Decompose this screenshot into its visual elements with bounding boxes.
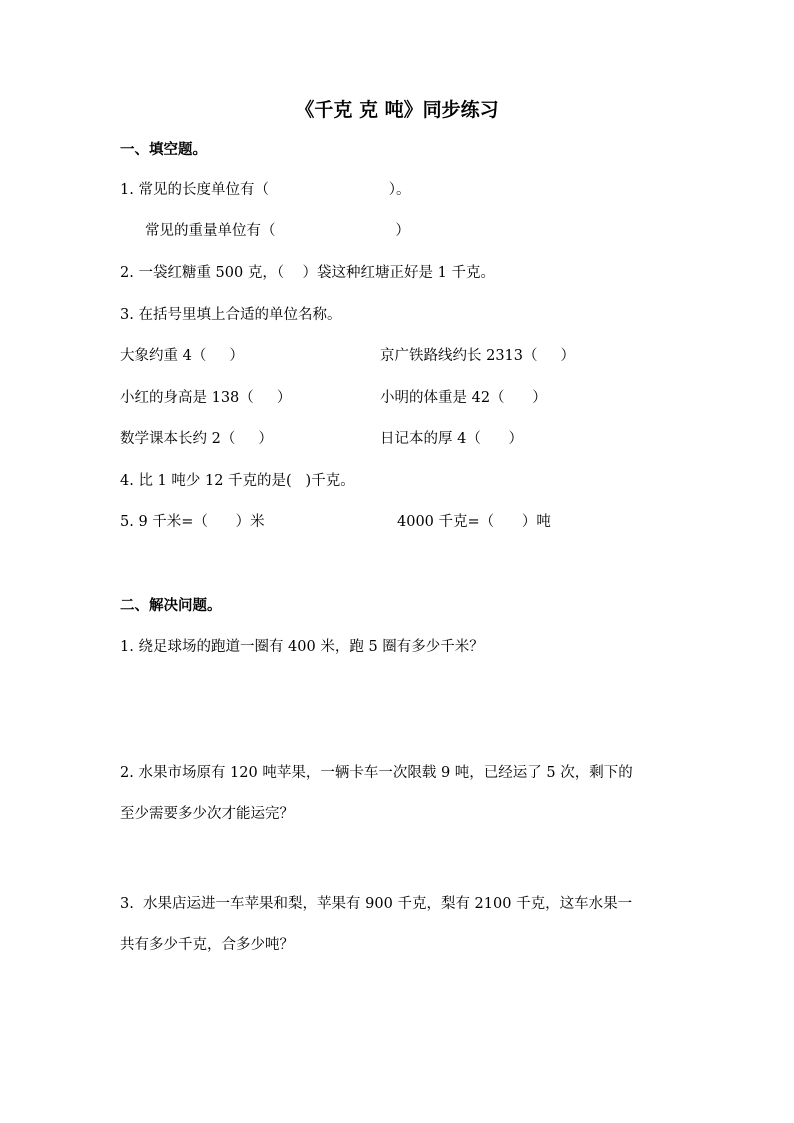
q3-row-1-right: 京广铁路线约长 2313（ ）: [380, 348, 576, 364]
question-1-line-2: 常见的重量单位有（ ）: [145, 223, 410, 239]
question-5-left: 5. 9 千米=（ ）米: [120, 514, 265, 530]
question-5-right: 4000 千克=（ ）吨: [397, 514, 551, 530]
question-2: 2. 一袋红糖重 500 克，（ ）袋这种红塘正好是 1 千克。: [120, 265, 495, 281]
question-4: 4. 比 1 吨少 12 千克的是( )千克。: [120, 473, 355, 489]
problem-3-line-2: 共有多少千克，合多少吨？: [120, 937, 294, 953]
q3-row-1-left: 大象约重 4（ ）: [120, 348, 244, 364]
problem-3-line-1: 3. 水果店运进一车苹果和梨，苹果有 900 千克，梨有 2100 千克，这车水果一: [120, 896, 633, 912]
q3-row-2-left: 小红的身高是 138（ ）: [120, 390, 292, 406]
problem-1: 1. 绕足球场的跑道一圈有 400 米，跑 5 圈有多少千米？: [120, 639, 484, 655]
q3-row-2-right: 小明的体重是 42（ ）: [380, 390, 547, 406]
question-3: 3. 在括号里填上合适的单位名称。: [120, 307, 342, 323]
section-1-heading: 一、填空题。: [120, 142, 207, 158]
problem-2-line-2: 至少需要多少次才能运完？: [120, 806, 294, 822]
section-2-heading: 二、解决问题。: [120, 598, 222, 614]
page-title: 《千克 克 吨》同步练习: [295, 99, 499, 121]
problem-2-line-1: 2. 水果市场原有 120 吨苹果，一辆卡车一次限载 9 吨，已经运了 5 次，剩下的: [120, 765, 633, 781]
q3-row-3-right: 日记本的厚 4（ ）: [380, 431, 523, 447]
question-1-line-1: 1. 常见的长度单位有（ ）。: [120, 182, 411, 198]
q3-row-3-left: 数学课本长约 2（ ）: [120, 431, 273, 447]
